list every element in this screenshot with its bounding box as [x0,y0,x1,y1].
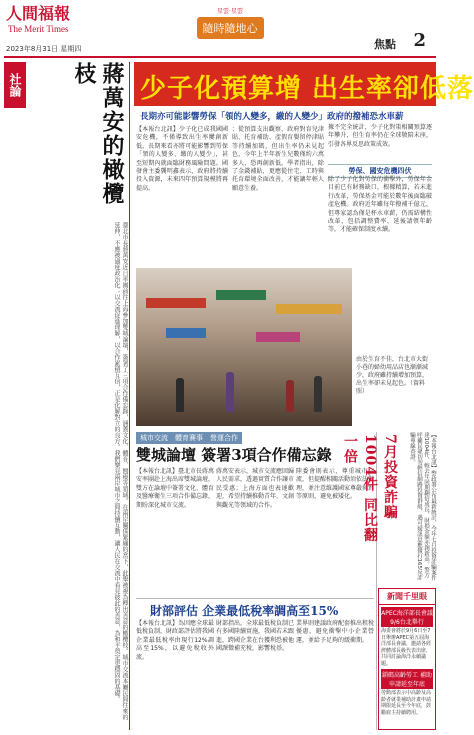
main-subheadline: 長期亦可能影響勞保「領的人變多，繳的人變少」政府的撥補恐水車薪 [140,112,404,122]
photo-awning [216,290,266,300]
story2-column-1: 【本報台北訊】臺北市長蔣萬安率團赴上海出席雙城論壇，雙方在論壇中簽署文化、體育及醫療衛生三項合作備忘錄，期盼深化城市交流。 [136,468,215,509]
photo-person [226,372,234,412]
photo-person [176,378,184,412]
story3-headline: 財部評估 企業最低稅率調高至15% [150,604,339,618]
main-headline: 少子化預算增 出生率卻低落 [140,74,474,104]
page-number: 2 [413,30,426,51]
editorial-column [4,62,130,730]
news-brief-box [378,588,436,730]
editorial-title: 蔣萬安的橄欖枝 [71,62,125,206]
masthead-divider [4,56,436,58]
story4-body: 【本報台北訊】警政署公布最新統計，今年七月投資詐騙案件達1004件，較去年同期翻倍成長，財損金額亦創新高。警方呼籲民眾切勿輕信網路投資群組，遇可疑訊息應撥打165反詐騙專線查證。 [409,432,436,581]
photo-person [314,376,322,412]
news-brief-item-head: APEC海洋部長會議 9/6台北舉行 [381,607,433,627]
street-photo [136,268,352,426]
story1-column-3: 據不完全統計，少子化對策相關預算逐年攀升，但生育率仍在全球敬陪末座，引發各界反思政策成效。 [328,124,432,148]
story1-column-1: 【本報台北訊】少子化已成我國國安危機，不僅導致出生率屢創新低，長期來看亦將可能影響到勞保「領的人變多、繳的人變少」，甚至短期內就面臨財務風險問題。國發會主委龔明鑫表示，政府將持續投入資源，未來四年預算規模將再提高。 [136,126,228,192]
editorial-tag: 社論 [4,62,26,108]
story1-column-2: ；從預算支出觀察，政府對育兒津貼、托育補助、產假育嬰留停津貼等持續加碼，但出生率仍未見起色，今年上半年新生兒數僅約六萬多人，恐再創新低。學者指出，除了金錢補貼，更應從住宅、工時與托育環境全面改善，才能讓年輕人願意生養。 [232,126,324,192]
masthead [0,0,440,58]
column-tag-top: 星雲·星雲 [217,8,243,15]
story3-column-2: 財部指出，全球最低稅負制已有多國陸續實施，我國若未跟進，跨國企業在台獲利恐被他國課徵補充稅，影響稅基。 [216,620,295,653]
photo-person [286,380,294,412]
photo-awning [276,304,342,314]
story2-column-2: 蔣萬安表示，城市交流應回歸人民需求，透過實質合作讓市民受惠；上海方面也表達歡迎，希望持續推動青年、文創與觀光等領域的合作。 [216,468,295,509]
photo-awning [166,328,206,338]
main-headline-banner [134,62,474,106]
news-brief-item-head: 鎖碼高齡勞工 補助申請延至年底 [381,669,433,689]
section-label: 焦點 [374,38,396,51]
photo-awning [146,298,206,308]
story1-sidebar-body: 除了少子化對勞保的衝擊外，勞保年金目前已有財務缺口，根據精算，若未進行改革，勞保基金可能於數年後面臨破產危機。政府近年雖每年撥補千億元，但專家認為僅是杯水車薪，仍需結構性改革，包括調整費率、延後請領年齡等，才能確保制度永續。 [328,176,432,234]
news-brief-item-text: 勞動部表示中高齡及高齡者就業補助計畫申請期限延長至今年底，鼓勵雇主持續聘用。 [381,690,432,716]
story3-column-3: 業界則建議政府配套推出租稅優惠，避免衝擊中小企業營運，並給予足夠的緩衝期。 [296,620,375,644]
column-tag [190,6,270,39]
story2-kicker: 城市交流 體育賽事 營運合作 [136,432,242,444]
editorial-body: 臺北市長蔣萬安近日率團前往上海參加雙城論壇，簽署了三項合作備忘錄，涵蓋文化、體育、醫療等領域。在兩岸關係緊繃的當下，此舉被視為釋出善意的橄欖枝。城市交流本屬民間往來的延伸，不應被過度政治化；以交流促進理解，以合作累積互信，正是化解對立的良方。我們樂見兩岸城市之間持續互動，讓人民在交流中看見彼此的善意，為和平奠定更穩固的基礎。 [113,222,128,720]
story2-headline: 雙城論壇 簽署3項合作備忘錄 [136,446,332,464]
publication-date: 2023年8月31日 星期四 [6,45,82,53]
news-brief-item-text: 海委會將於9月6日至7日舉辦APEC第五屆海洋部長會議，邀請各經濟體部長級代表出席，共同討論海洋永續議題。 [381,628,432,667]
column-tag-name: 隨時隨地心 [197,17,264,39]
story-divider [136,598,374,599]
newspaper-logo: 人間福報 [6,4,71,23]
newspaper-logo-english: The Merit Times [8,24,69,34]
photo-caption: 由於生育不佳，台北市大街小巷的婦幼用品店也漸漸減少，政府雖持續增加預算，出生率卻未見起色。（資料照） [356,356,429,395]
story3-column-1: 【本報台北訊】為因應全球最低稅負制，財政部評估將我國企業最低稅率由現行12%調高至15%，以避免稅收外流。 [136,620,215,661]
story4-headline: 7月投資詐騙1004件 同比翻一倍 [342,434,398,543]
photo-awning [256,332,300,342]
story1-sidebar-title: 勞保、國安危機四伏 [328,164,432,178]
story2-column-3: 陸委會則表示，尊重城市交流，但提醒相關活動須依法辦理，並注意維護國家尊嚴與對等原則，避免被矮化。 [296,468,375,501]
news-brief-title: 新聞千里眼 [379,589,435,605]
